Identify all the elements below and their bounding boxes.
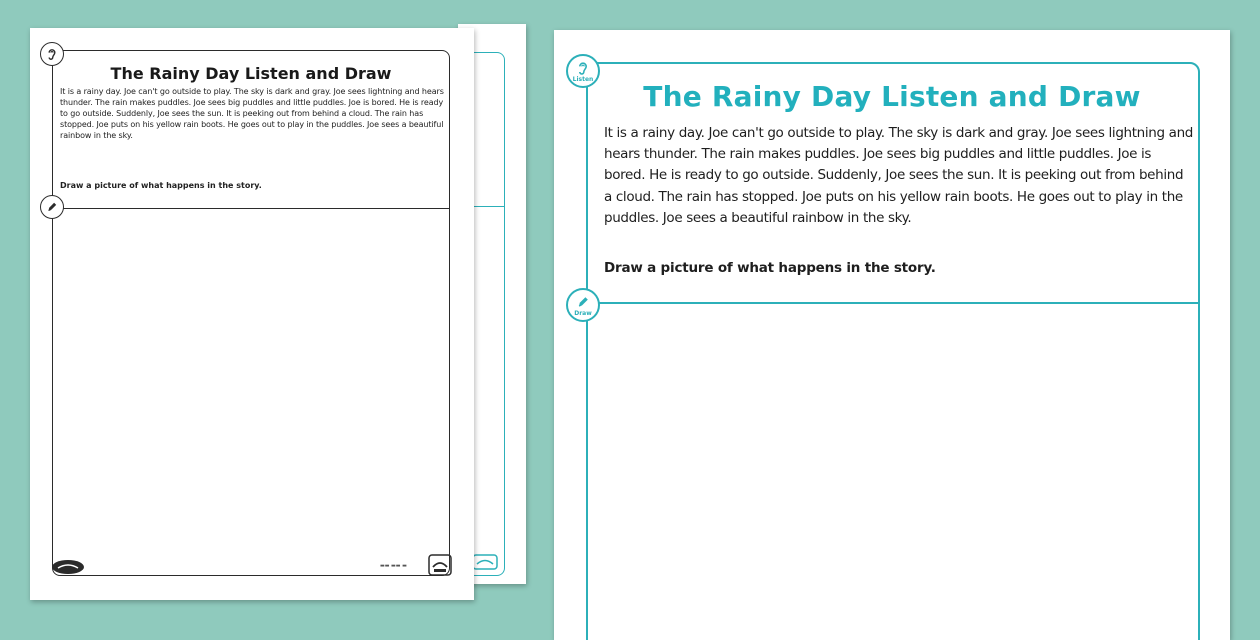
- worksheet-title: The Rainy Day Listen and Draw: [110, 64, 392, 83]
- footer-brand-mark: [428, 554, 452, 576]
- listen-badge: [40, 42, 64, 66]
- back-publisher-logo: [472, 554, 498, 570]
- pencil-icon: [45, 200, 59, 214]
- story-text: It is a rainy day. Joe can't go outside to play. The sky is dark and gray. Joe sees lightning and hears thunder. The rain makes puddles. Joe sees big puddles and little puddles. Joe is bored. He is ready to go outside. Suddenly, Joe sees the sun. It is peeking out from behind a cloud. The rain has stopped. Joe puts on his yellow rain boots. He goes out to play in the puddles. Joe sees a beautiful rainbow in the sky.: [604, 125, 1194, 226]
- listen-label: Listen: [572, 75, 594, 83]
- draw-badge: [566, 288, 600, 322]
- draw-label: Draw: [574, 309, 592, 317]
- pencil-icon: [575, 294, 591, 310]
- ear-icon: [45, 47, 59, 61]
- section-divider: [586, 302, 1198, 304]
- story-text: It is a rainy day. Joe can't go outside to play. The sky is dark and gray. Joe sees lightning and hears thunder. The rain makes puddles. Joe sees big puddles and little puddles. Joe is bored. He is ready to go outside. Suddenly, Joe sees the sun. It is peeking out from behind a cloud. The rain has stopped. Joe puts on his yellow rain boots. He goes out to play in the puddles. Joe sees a beautiful rainbow in the sky.: [60, 87, 444, 140]
- worksheet-thumbnail-bw: [30, 28, 474, 600]
- footer-url-text: ▬▬ ▬▬ ▬: [380, 563, 407, 569]
- draw-badge: [40, 195, 64, 219]
- section-divider: [52, 208, 449, 209]
- draw-instruction: Draw a picture of what happens in the story.: [604, 260, 936, 276]
- publisher-logo: [50, 558, 86, 576]
- draw-instruction: Draw a picture of what happens in the story.: [60, 181, 262, 190]
- ear-icon: [575, 60, 591, 76]
- worksheet-title: The Rainy Day Listen and Draw: [643, 80, 1141, 113]
- worksheet-main-teal: [554, 30, 1230, 640]
